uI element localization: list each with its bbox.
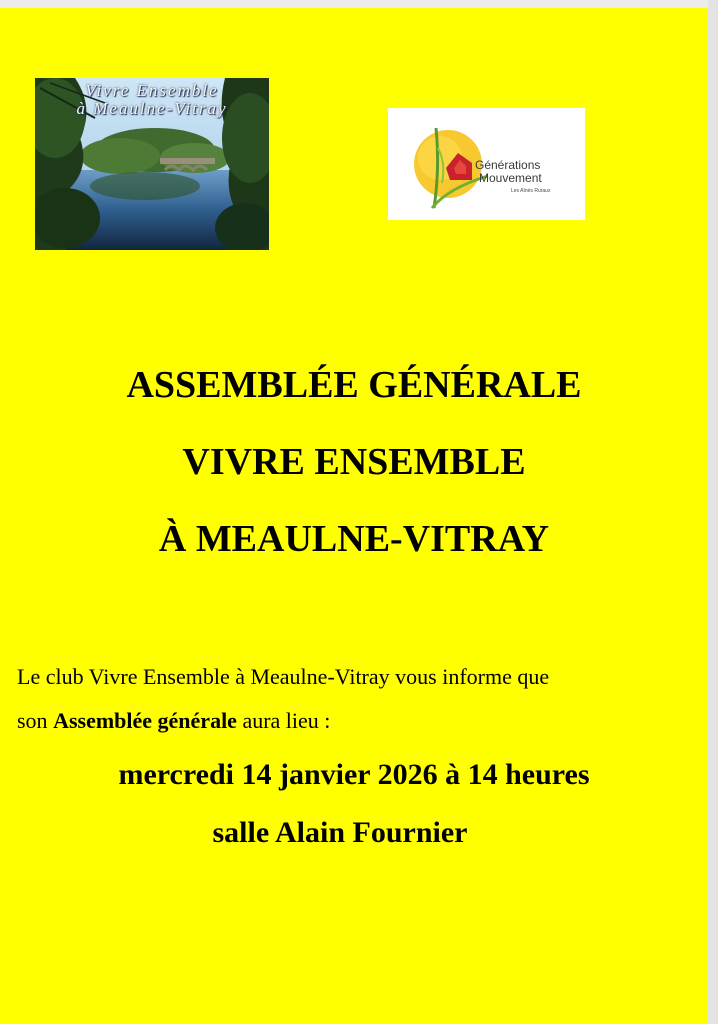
title-line-2: VIVRE ENSEMBLE xyxy=(182,441,526,483)
logo-brand-tagline: Les Aînés Ruraux xyxy=(511,188,551,194)
photo-caption-line1: Vivre Ensemble xyxy=(85,81,219,100)
event-date-time: mercredi 14 janvier 2026 à 14 heures xyxy=(118,758,590,791)
lake-photo xyxy=(35,78,269,250)
photo-caption-line2: à Meaulne-Vitray xyxy=(76,99,228,118)
intro-line-2-before: son xyxy=(17,708,54,733)
intro-line-2 xyxy=(17,708,330,734)
flyer-page xyxy=(0,8,708,1024)
title-line-1: ASSEMBLÉE GÉNÉRALE xyxy=(126,364,582,406)
intro-line-2-bold: Assemblée générale xyxy=(53,708,237,733)
intro-line-1: Le club Vivre Ensemble à Meaulne-Vitray vous informe que xyxy=(17,664,550,689)
page-edge-shadow xyxy=(708,0,718,1024)
intro-line-2-after: aura lieu : xyxy=(236,708,331,733)
logo-brand-generations: Générations xyxy=(475,158,541,172)
logo-brand-mouvement: Mouvement xyxy=(479,171,542,185)
title-line-3: À MEAULNE-VITRAY xyxy=(158,518,550,560)
photo-caption xyxy=(35,82,269,118)
generations-mouvement-logo xyxy=(388,108,585,220)
event-venue: salle Alain Fournier xyxy=(212,816,468,849)
